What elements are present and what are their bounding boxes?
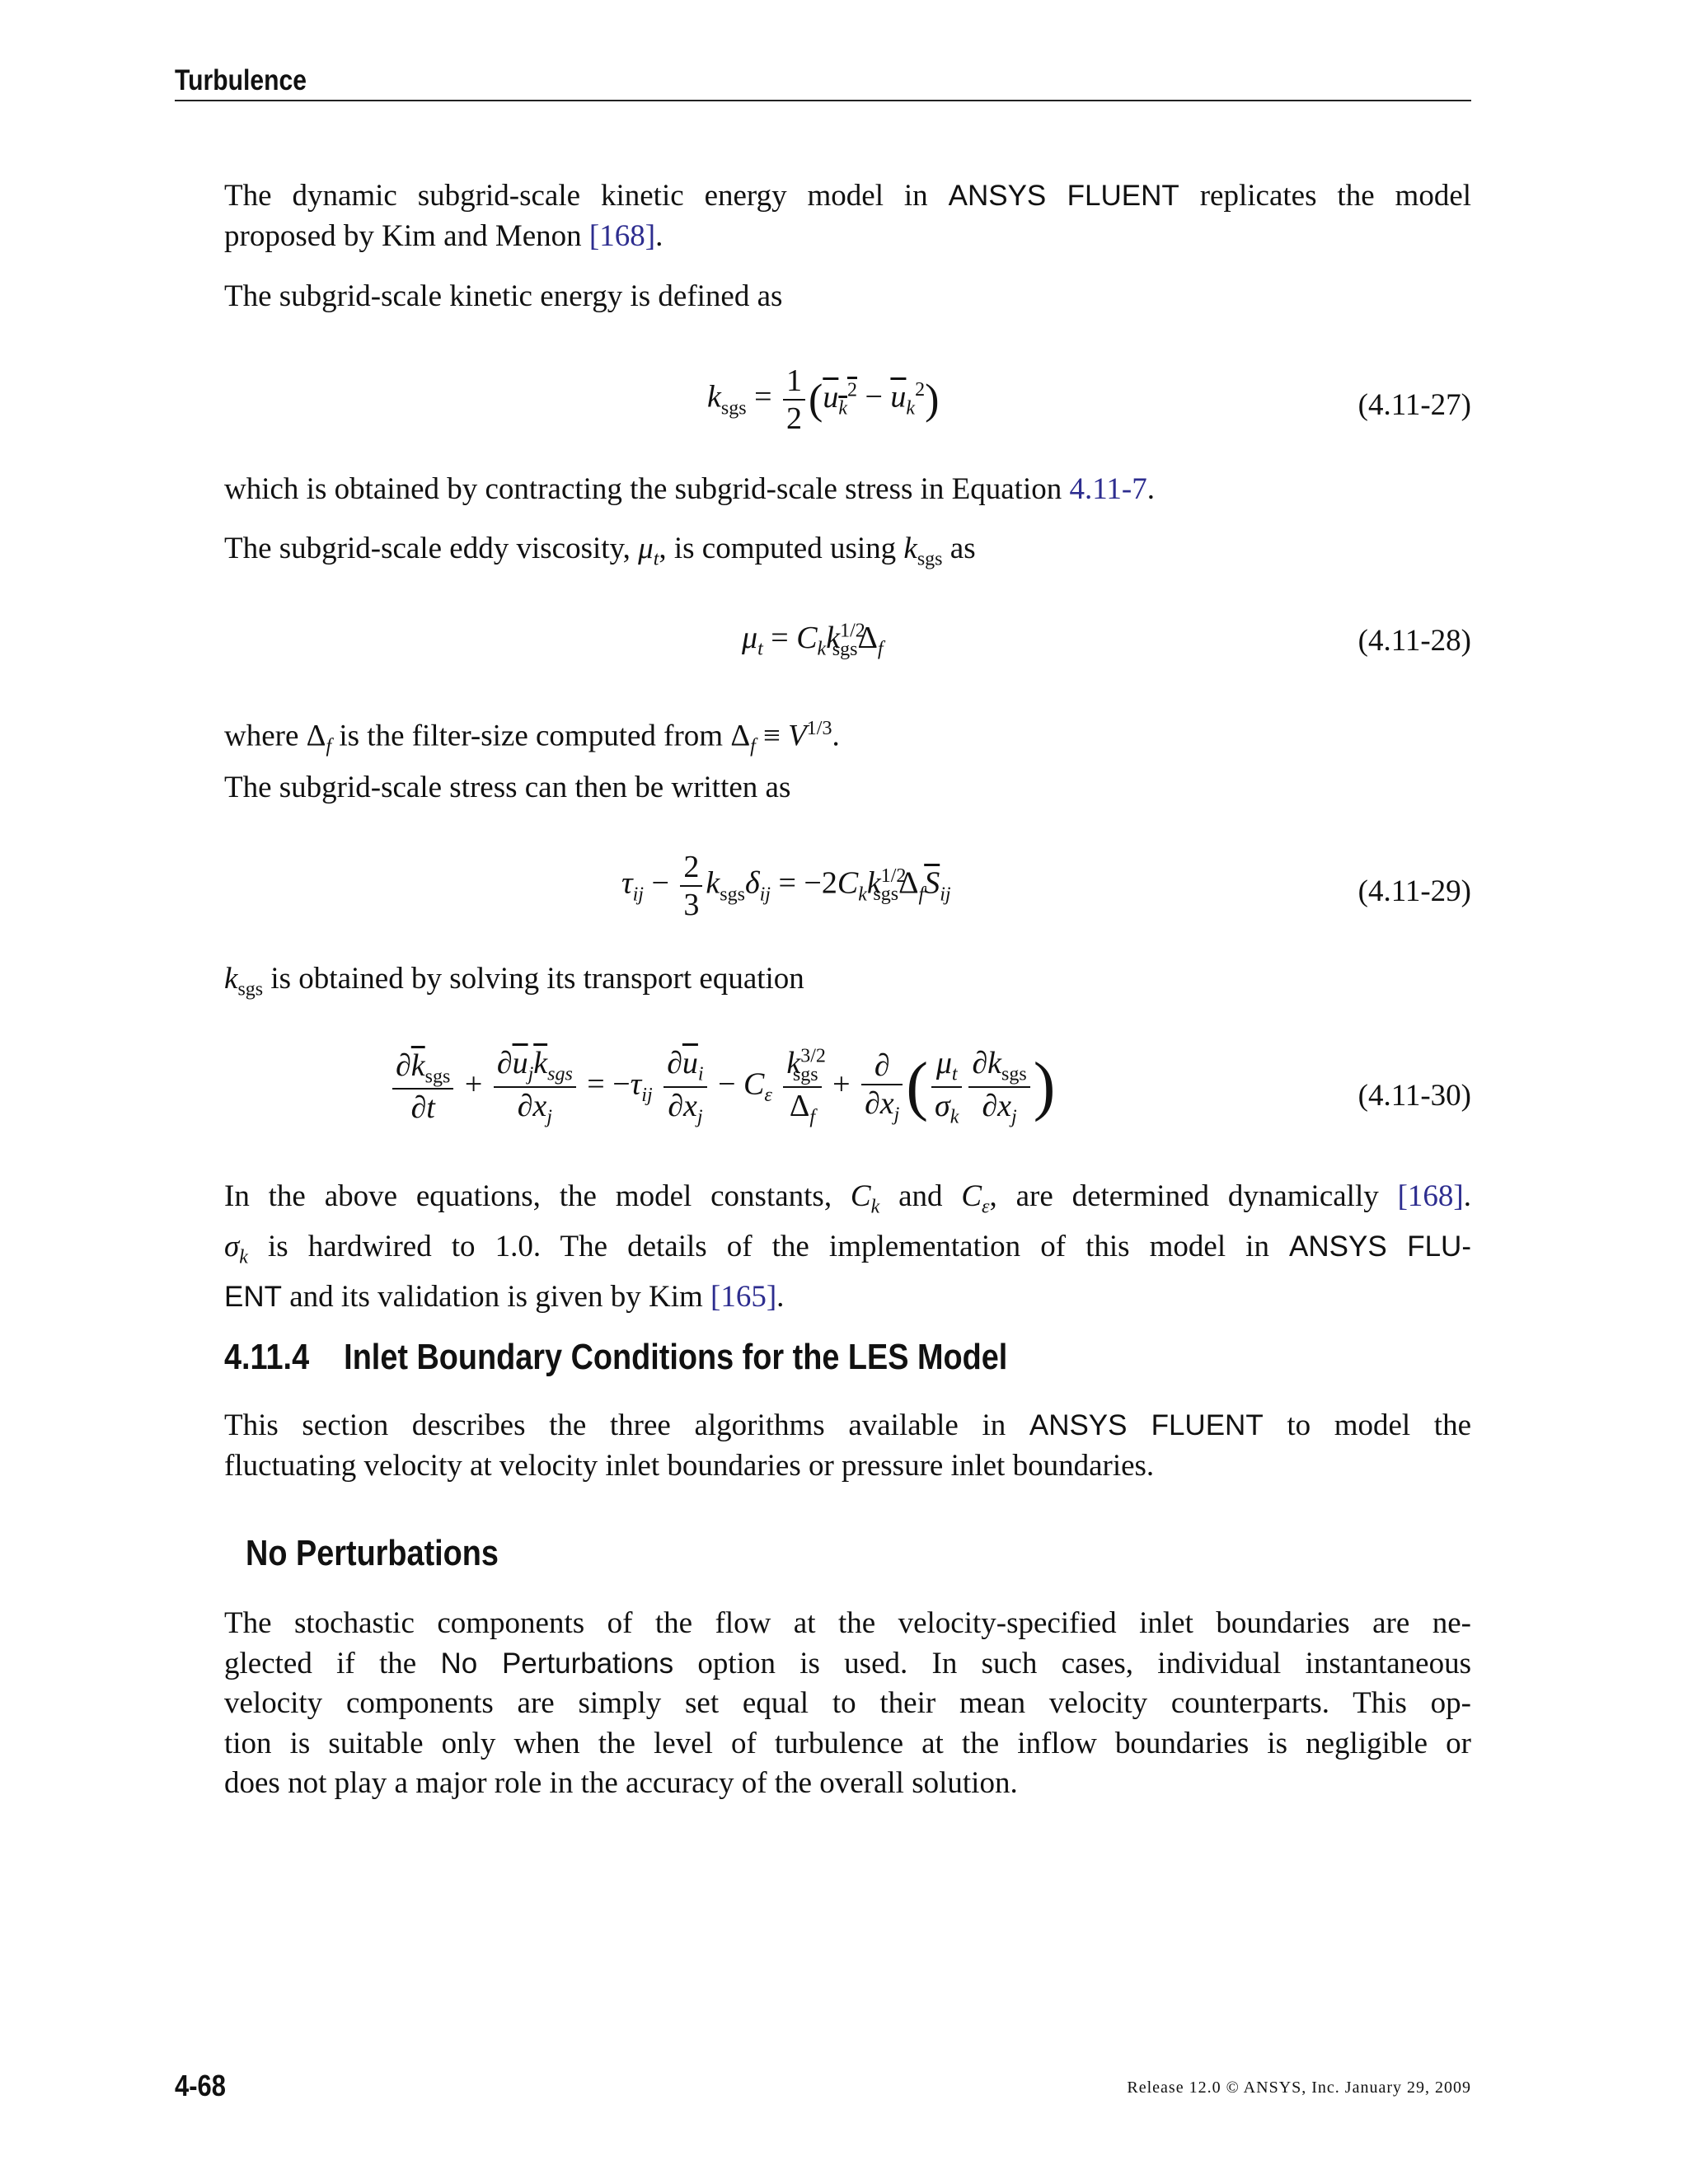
running-header: Turbulence (175, 64, 307, 96)
subsection-heading: No Perturbations (246, 1533, 499, 1573)
equation-body: $\frac{\partial\overline{k}_{sgs}}{\partial t}$ + $\frac{\partial\overline{u}_j\overline{k}_{sgs}}{\partial x_j}$ = $-\tau_{ij}$ $\frac{\partial\overline{u}_i}{\partial x_j}$ − $C_\varepsilon$ $\frac{k^{3/2}_{sgs}}{\Delta_f}$ + $\frac{\partial}{\partial x_j}$ ( $\frac{\mu_t}{\sigma_k}$ $\frac{\partial k_{sgs}}{\partial x_j}$ ) (389, 1045, 1055, 1128)
equation-number: (4.11-30) (1357, 1079, 1471, 1113)
paragraph-no-perturbations: The stochastic components of the flow at the velocity-specified inlet boundaries are ne- glected if the No Perturbations option is used. In such cases, individual instantaneous velocity components are simply set equal to their mean velocity counterparts. This op- tion is suitable only when the level of turbulence at the inflow boundaries is negligible or does not play a major role in the accuracy of the overall solution. (224, 1606, 1472, 1800)
paragraph-transport: $k_{sgs}$ is obtained by solving its transport equation (224, 962, 804, 1001)
equation-body: $\tau_{ij}$ − $\frac{2}{3}$ $k_{sgs}\delta_{ij} = -2C_kk^{1/2}_{sgs}\Delta_f\overline{S}_{ij}$ (621, 850, 951, 922)
equation-number: (4.11-27) (1357, 388, 1471, 422)
paragraph-ksgs-def: The subgrid-scale kinetic energy is defined as (224, 279, 783, 313)
paragraph-intro: The dynamic subgrid-scale kinetic energy model in ANSYS FLUENT replicates the model proposed by Kim and Menon [168]. (224, 179, 1472, 253)
section-heading: 4.11.4 Inlet Boundary Conditions for the LES Model (224, 1337, 1008, 1377)
equation-number: (4.11-28) (1357, 624, 1471, 658)
equation-link[interactable]: 4.11-7 (1069, 472, 1147, 506)
equation-body: $\mu_t = C_kk^{1/2}_{sgs}\Delta_f$ (742, 620, 884, 660)
equation-body: $k_{sgs}$ = $\frac{1}{2}$ $(u_k^2 - \overline{u}_k^2)$ (707, 363, 940, 436)
equation-4-11-29 (224, 849, 1471, 940)
citation-link[interactable]: [168] (588, 218, 656, 253)
equation-4-11-27 (224, 363, 1471, 453)
citation-link[interactable]: [168] (1397, 1179, 1464, 1213)
equation-4-11-30 (224, 1045, 1471, 1152)
equation-number: (4.11-29) (1357, 874, 1471, 908)
header-rule (175, 100, 1471, 101)
paragraph-section-intro: This section describes the three algorithms available in ANSYS FLUENT to model the fluctuating velocity at velocity inlet boundaries or pressure inlet boundaries. (224, 1408, 1471, 1483)
paragraph-contraction: which is obtained by contracting the subgrid-scale stress in Equation 4.11-7. (224, 472, 1155, 506)
page-number: 4-68 (175, 2069, 226, 2102)
release-info: Release 12.0 © ANSYS, Inc. January 29, 2009 (1127, 2079, 1471, 2097)
citation-link[interactable]: [165] (710, 1279, 777, 1314)
equation-4-11-28 (224, 620, 1471, 677)
paragraph-filter-size: where $\Delta_f$ is the filter-size computed from $\Delta_f \equiv V^{1/3}$. (224, 718, 840, 757)
paragraph-stress: The subgrid-scale stress can then be written as (224, 771, 791, 804)
paragraph-model-constants: In the above equations, the model constants, $C_k$ and $C_\varepsilon$, are determined dynamically [168]. $\sigma_k$ is hardwired to 1.0. The details of the implementation of this model in ANSYS FLU- ENT and its validation is given by Kim [165]. (224, 1179, 1471, 1314)
paragraph-eddy-viscosity: The subgrid-scale eddy viscosity, $\mu_t$, is computed using $k_{sgs}$ as (224, 532, 976, 570)
